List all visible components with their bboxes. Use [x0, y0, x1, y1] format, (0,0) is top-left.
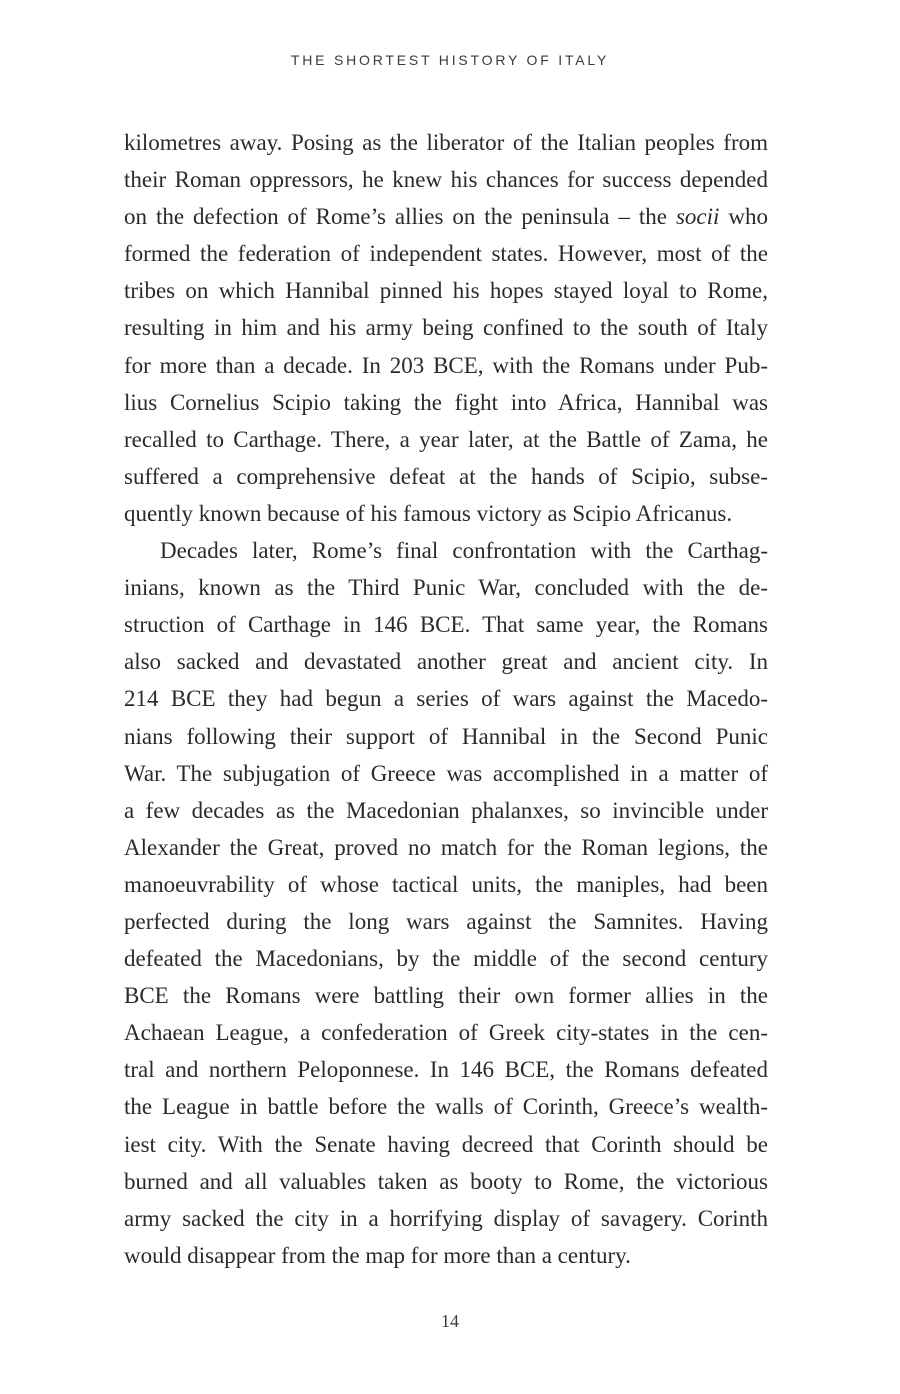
text-line: recalled to Carthage. There, a year later, at the Battle of Zama, he	[124, 426, 768, 452]
text-line: suffered a comprehensive defeat at the hands of Scipio, subse-	[124, 463, 768, 489]
text-line: inians, known as the Third Punic War, concluded with the de-	[124, 575, 768, 601]
text-line: the League in battle before the walls of Corinth, Greece’s wealth-	[124, 1094, 768, 1120]
text-line: Alexander the Great, proved no match for the Roman legions, the	[124, 834, 768, 860]
body-text	[124, 124, 768, 1274]
text-line: Achaean League, a confederation of Greek city-states in the cen-	[124, 1020, 768, 1046]
text-line: kilometres away. Posing as the liberator of the Italian peoples from	[124, 130, 768, 155]
text-line	[124, 198, 768, 235]
text-line: defeated the Macedonians, by the middle of the second century	[124, 946, 768, 972]
text-line: army sacked the city in a horrifying display of savagery. Corinth	[124, 1205, 768, 1231]
text-line: manoeuvrability of whose tactical units, the maniples, had been	[124, 871, 768, 897]
text-line: 214 BCE they had begun a series of wars against the Macedo-	[124, 686, 768, 712]
text-line: lius Cornelius Scipio taking the fight into Africa, Hannibal was	[124, 389, 768, 415]
text-line: formed the federation of independent states. However, most of the	[124, 241, 768, 267]
paragraph	[124, 532, 768, 1274]
paragraph	[124, 124, 768, 532]
text-line: a few decades as the Macedonian phalanxes, so invincible under	[124, 797, 768, 823]
page-number: 14	[441, 1311, 459, 1331]
text-line: would disappear from the map for more than a century.	[124, 1242, 631, 1268]
italic-term: socii	[675, 204, 720, 230]
text-line: Decades later, Rome’s final confrontation with the Carthag-	[160, 538, 768, 564]
text-line: tral and northern Peloponnese. In 146 BCE, the Romans defeated	[124, 1057, 768, 1083]
text-line: BCE the Romans were battling their own former allies in the	[124, 983, 768, 1009]
text-line: tribes on which Hannibal pinned his hopes stayed loyal to Rome,	[124, 278, 768, 304]
text-line: War. The subjugation of Greece was accomplished in a matter of	[124, 760, 768, 786]
text-line: nians following their support of Hannibal in the Second Punic	[124, 723, 768, 749]
text-line: iest city. With the Senate having decreed that Corinth should be	[124, 1131, 768, 1157]
text-segment: on the defection of Rome’s allies on the peninsula – the	[124, 204, 676, 230]
text-line: struction of Carthage in 146 BCE. That same year, the Romans	[124, 612, 768, 638]
text-line: for more than a decade. In 203 BCE, with the Romans under Pub-	[124, 352, 768, 378]
text-line: their Roman oppressors, he knew his chances for success depended	[124, 167, 768, 193]
text-line: quently known because of his famous victory as Scipio Africanus.	[124, 500, 733, 526]
text-line: resulting in him and his army being confined to the south of Italy	[124, 315, 768, 341]
running-head: THE SHORTEST HISTORY OF ITALY	[290, 52, 610, 68]
text-line: perfected during the long wars against the Samnites. Having	[124, 908, 768, 934]
text-line: burned and all valuables taken as booty to Rome, the victorious	[124, 1168, 768, 1194]
text-segment: who	[719, 204, 768, 230]
text-line: also sacked and devastated another great and ancient city. In	[124, 649, 768, 675]
